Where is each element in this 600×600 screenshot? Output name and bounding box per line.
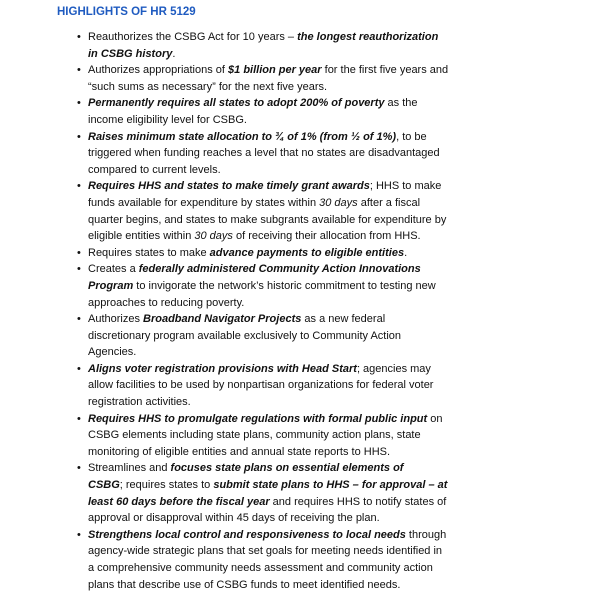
item-text: agency-wide strategic plans that set goals for meeting needs identified in <box>88 545 443 558</box>
item-text: triggered when funding reaches a level that no states are disadvantaged <box>88 147 440 160</box>
item-emphasis: Raises minimum state allocation to ¾ of 1% (from ½ of 1%) <box>88 130 397 143</box>
item-emphasis: Permanently requires all states to adopt 200% of poverty <box>88 97 385 110</box>
highlight-appropriations <box>77 62 448 95</box>
bullet-marker: • <box>77 412 81 425</box>
bullet-marker: • <box>77 362 81 375</box>
item-emphasis: submit state plans to HHS – for approval – at <box>213 479 448 492</box>
highlights-list <box>77 29 448 593</box>
bullet-marker: • <box>77 130 81 143</box>
item-emphasis: advance payments to eligible entities <box>209 246 405 259</box>
item-text: , to be <box>396 130 427 143</box>
highlight-broadband-navigator <box>77 311 448 361</box>
item-text: eligible entities within <box>88 230 195 243</box>
item-italic: 30 days <box>319 196 358 209</box>
item-text: Requires states to make <box>88 246 210 259</box>
item-text: Creates a <box>88 263 139 276</box>
bullet-marker: • <box>77 246 81 259</box>
item-text: allow facilities to be used by nonpartisan organizations for federal voter <box>88 379 434 392</box>
item-text: discretionary program available exclusively to Community Action <box>88 329 402 342</box>
item-text: through <box>405 528 447 541</box>
item-emphasis: Requires HHS to promulgate regulations with formal public input <box>88 412 428 425</box>
item-text: and requires HHS to notify states of <box>269 495 447 508</box>
highlight-local-control <box>77 527 448 593</box>
highlight-advance-payments <box>77 245 448 262</box>
highlight-timely-grant-awards <box>77 178 448 244</box>
item-emphasis: CSBG <box>88 479 120 492</box>
item-text: after a fiscal <box>357 196 421 209</box>
bullet-marker: • <box>77 180 81 193</box>
item-text: Streamlines and <box>88 462 171 475</box>
item-emphasis: the longest reauthorization <box>297 31 439 43</box>
item-text: a comprehensive community needs assessment and community action <box>88 562 433 574</box>
item-text: . <box>172 47 176 60</box>
item-italic: 30 days <box>194 230 233 243</box>
section-heading: HIGHLIGHTS OF HR 5129 <box>57 6 196 18</box>
bullet-marker: • <box>77 528 81 541</box>
item-text: Authorizes <box>88 313 144 326</box>
item-emphasis: Strengthens local control and responsiveness to local needs <box>88 528 406 541</box>
bullet-marker: • <box>77 313 81 326</box>
item-text: of receiving their allocation from HHS. <box>232 230 421 243</box>
item-text: quarter begins, and states to make subgrants available for expenditure by <box>88 213 447 226</box>
item-emphasis: Broadband Navigator Projects <box>143 313 302 326</box>
highlight-hhs-regulations <box>77 411 448 461</box>
item-text: income eligibility level for CSBG. <box>88 113 247 126</box>
item-text: to invigorate the network’s historic commitment to testing new <box>133 279 436 292</box>
item-text: on <box>427 412 443 425</box>
item-emphasis: $1 billion per year <box>228 64 322 77</box>
item-text: approval or disapproval within 45 days of receiving the plan. <box>88 512 380 525</box>
item-text: Agencies. <box>88 346 137 359</box>
item-emphasis: Requires HHS and states to make timely grant awards <box>88 180 370 193</box>
item-emphasis: least 60 days before the fiscal year <box>88 495 270 508</box>
item-text: CSBG elements including state plans, community action plans, state <box>88 429 421 442</box>
item-text: approaches to reducing poverty. <box>88 296 245 309</box>
highlight-innovations-program <box>77 261 448 311</box>
item-text: plans that describe use of CSBG funds to meet identified needs. <box>88 578 401 591</box>
item-emphasis: federally administered Community Action Innovations <box>138 263 421 276</box>
item-text: for the first five years and <box>321 64 449 77</box>
item-text: ; requires states to <box>119 479 214 492</box>
item-text: monitoring of eligible entities and annual state reports to HHS. <box>88 445 391 458</box>
bullet-marker: • <box>77 64 81 77</box>
item-text: ; agencies may <box>356 362 431 375</box>
bullet-marker: • <box>77 263 81 276</box>
highlight-reauthorization <box>77 29 448 62</box>
item-text: Reauthorizes the CSBG Act for 10 years – <box>88 31 298 43</box>
bullet-marker: • <box>77 97 81 110</box>
item-text: as the <box>384 97 418 110</box>
highlight-state-plans <box>77 460 448 526</box>
bullet-marker: • <box>77 31 81 43</box>
item-text: . <box>404 246 408 259</box>
item-text: as a new federal <box>301 313 386 326</box>
highlight-voter-registration <box>77 361 448 411</box>
item-emphasis: Aligns voter registration provisions with Head Start <box>88 362 357 375</box>
item-emphasis: in CSBG history <box>88 47 173 60</box>
bullet-marker: • <box>77 462 81 475</box>
item-emphasis: Program <box>88 279 134 292</box>
highlight-minimum-allocation <box>77 129 448 179</box>
item-text: ; HHS to make <box>369 180 442 193</box>
item-text: funds available for expenditure by states within <box>88 196 320 209</box>
highlight-income-eligibility <box>77 95 448 128</box>
item-text: compared to current levels. <box>88 163 221 176</box>
item-text: Authorizes appropriations of <box>88 64 229 77</box>
item-emphasis: focuses state plans on essential elements of <box>170 462 404 475</box>
item-text: “such sums as necessary” for the next five years. <box>88 80 328 93</box>
item-text: registration activities. <box>88 396 191 409</box>
